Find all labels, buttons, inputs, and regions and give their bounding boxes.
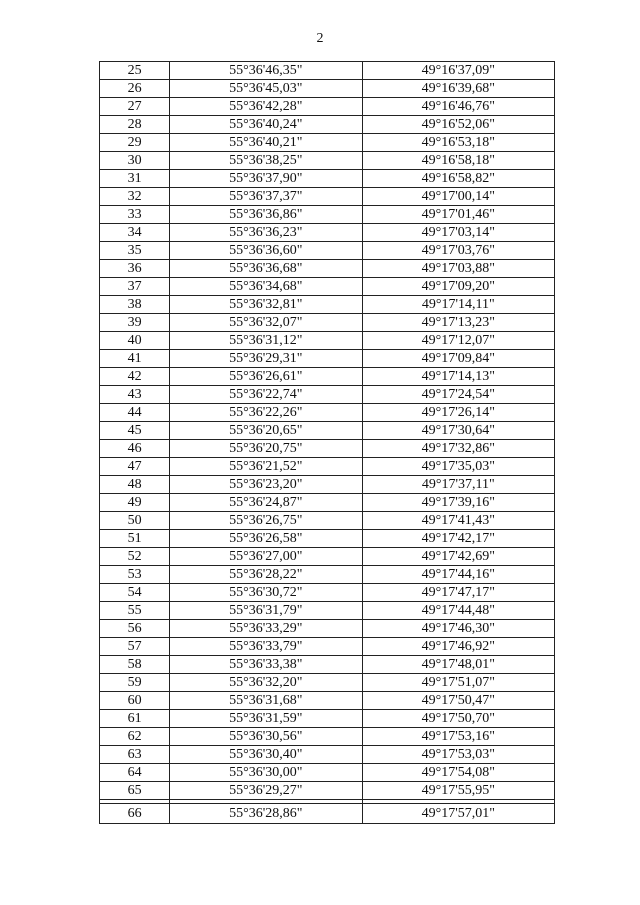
longitude-cell: 49°17'51,07" — [362, 674, 554, 692]
latitude-cell: 55°36'38,25" — [170, 152, 362, 170]
table-row — [100, 656, 555, 674]
longitude-cell: 49°17'24,54" — [362, 386, 554, 404]
latitude-cell: 55°36'22,74" — [170, 386, 362, 404]
longitude-cell: 49°17'47,17" — [362, 584, 554, 602]
latitude-cell: 55°36'36,23" — [170, 224, 362, 242]
longitude-cell: 49°17'50,47" — [362, 692, 554, 710]
table-row — [100, 494, 555, 512]
latitude-cell: 55°36'29,31" — [170, 350, 362, 368]
latitude-cell: 55°36'27,00" — [170, 548, 362, 566]
point-number-cell: 29 — [100, 134, 170, 152]
table-row — [100, 386, 555, 404]
longitude-cell: 49°17'39,16" — [362, 494, 554, 512]
point-number-cell: 43 — [100, 386, 170, 404]
latitude-cell: 55°36'32,07" — [170, 314, 362, 332]
longitude-cell: 49°16'58,18" — [362, 152, 554, 170]
longitude-cell: 49°17'32,86" — [362, 440, 554, 458]
longitude-cell: 49°16'37,09" — [362, 62, 554, 80]
longitude-cell: 49°17'46,92" — [362, 638, 554, 656]
coordinates-table-body — [100, 62, 555, 824]
longitude-cell: 49°17'41,43" — [362, 512, 554, 530]
latitude-cell: 55°36'37,37" — [170, 188, 362, 206]
latitude-cell: 55°36'23,20" — [170, 476, 362, 494]
table-row — [100, 458, 555, 476]
point-number-cell: 66 — [100, 804, 170, 824]
point-number-cell: 56 — [100, 620, 170, 638]
table-row — [100, 188, 555, 206]
longitude-cell: 49°17'35,03" — [362, 458, 554, 476]
point-number-cell: 25 — [100, 62, 170, 80]
table-row — [100, 638, 555, 656]
point-number-cell: 38 — [100, 296, 170, 314]
longitude-cell: 49°17'30,64" — [362, 422, 554, 440]
latitude-cell: 55°36'33,79" — [170, 638, 362, 656]
point-number-cell: 59 — [100, 674, 170, 692]
table-row — [100, 206, 555, 224]
latitude-cell: 55°36'20,65" — [170, 422, 362, 440]
latitude-cell: 55°36'40,21" — [170, 134, 362, 152]
longitude-cell: 49°17'42,17" — [362, 530, 554, 548]
page-number: 2 — [316, 31, 324, 46]
latitude-cell: 55°36'26,58" — [170, 530, 362, 548]
latitude-cell: 55°36'30,40" — [170, 746, 362, 764]
longitude-cell: 49°17'44,16" — [362, 566, 554, 584]
longitude-cell: 49°17'42,69" — [362, 548, 554, 566]
point-number-cell: 31 — [100, 170, 170, 188]
point-number-cell: 32 — [100, 188, 170, 206]
point-number-cell: 37 — [100, 278, 170, 296]
table-row — [100, 584, 555, 602]
latitude-cell: 55°36'42,28" — [170, 98, 362, 116]
longitude-cell: 49°17'46,30" — [362, 620, 554, 638]
point-number-cell: 35 — [100, 242, 170, 260]
longitude-cell: 49°17'54,08" — [362, 764, 554, 782]
point-number-cell: 26 — [100, 80, 170, 98]
latitude-cell: 55°36'21,52" — [170, 458, 362, 476]
table-row — [100, 224, 555, 242]
point-number-cell: 54 — [100, 584, 170, 602]
table-row — [100, 422, 555, 440]
longitude-cell: 49°17'26,14" — [362, 404, 554, 422]
table-row — [100, 332, 555, 350]
table-row — [100, 710, 555, 728]
latitude-cell: 55°36'37,90" — [170, 170, 362, 188]
table-row — [100, 404, 555, 422]
latitude-cell: 55°36'26,61" — [170, 368, 362, 386]
longitude-cell: 49°17'14,13" — [362, 368, 554, 386]
latitude-cell: 55°36'24,87" — [170, 494, 362, 512]
longitude-cell: 49°17'12,07" — [362, 332, 554, 350]
latitude-cell: 55°36'36,60" — [170, 242, 362, 260]
table-row — [100, 98, 555, 116]
table-row — [100, 566, 555, 584]
point-number-cell: 51 — [100, 530, 170, 548]
latitude-cell: 55°36'20,75" — [170, 440, 362, 458]
point-number-cell: 28 — [100, 116, 170, 134]
longitude-cell: 49°17'14,11" — [362, 296, 554, 314]
point-number-cell: 53 — [100, 566, 170, 584]
point-number-cell: 64 — [100, 764, 170, 782]
point-number-cell: 41 — [100, 350, 170, 368]
latitude-cell: 55°36'31,12" — [170, 332, 362, 350]
longitude-cell: 49°17'09,84" — [362, 350, 554, 368]
point-number-cell: 63 — [100, 746, 170, 764]
table-row — [100, 350, 555, 368]
point-number-cell: 49 — [100, 494, 170, 512]
latitude-cell: 55°36'33,38" — [170, 656, 362, 674]
latitude-cell: 55°36'26,75" — [170, 512, 362, 530]
point-number-cell: 40 — [100, 332, 170, 350]
table-row — [100, 440, 555, 458]
point-number-cell: 62 — [100, 728, 170, 746]
table-row — [100, 512, 555, 530]
table-row — [100, 674, 555, 692]
longitude-cell: 49°17'57,01" — [362, 804, 554, 824]
latitude-cell: 55°36'32,20" — [170, 674, 362, 692]
latitude-cell: 55°36'36,86" — [170, 206, 362, 224]
table-row — [100, 782, 555, 800]
longitude-cell: 49°17'55,95" — [362, 782, 554, 800]
longitude-cell: 49°17'01,46" — [362, 206, 554, 224]
table-row — [100, 620, 555, 638]
table-row — [100, 314, 555, 332]
latitude-cell: 55°36'28,86" — [170, 804, 362, 824]
longitude-cell: 49°17'50,70" — [362, 710, 554, 728]
table-row — [100, 260, 555, 278]
latitude-cell: 55°36'36,68" — [170, 260, 362, 278]
coordinates-table — [99, 61, 555, 824]
table-row — [100, 278, 555, 296]
table-row — [100, 80, 555, 98]
point-number-cell: 33 — [100, 206, 170, 224]
latitude-cell: 55°36'40,24" — [170, 116, 362, 134]
longitude-cell: 49°16'39,68" — [362, 80, 554, 98]
table-row — [100, 476, 555, 494]
point-number-cell: 46 — [100, 440, 170, 458]
point-number-cell: 60 — [100, 692, 170, 710]
table-row — [100, 602, 555, 620]
table-row — [100, 242, 555, 260]
latitude-cell: 55°36'30,56" — [170, 728, 362, 746]
point-number-cell: 44 — [100, 404, 170, 422]
longitude-cell: 49°17'48,01" — [362, 656, 554, 674]
point-number-cell: 55 — [100, 602, 170, 620]
longitude-cell: 49°17'09,20" — [362, 278, 554, 296]
longitude-cell: 49°17'37,11" — [362, 476, 554, 494]
point-number-cell: 27 — [100, 98, 170, 116]
latitude-cell: 55°36'29,27" — [170, 782, 362, 800]
table-row — [100, 368, 555, 386]
point-number-cell: 58 — [100, 656, 170, 674]
point-number-cell: 30 — [100, 152, 170, 170]
point-number-cell: 47 — [100, 458, 170, 476]
latitude-cell: 55°36'30,72" — [170, 584, 362, 602]
longitude-cell: 49°17'00,14" — [362, 188, 554, 206]
table-row — [100, 804, 555, 824]
point-number-cell: 65 — [100, 782, 170, 800]
point-number-cell: 61 — [100, 710, 170, 728]
longitude-cell: 49°17'03,14" — [362, 224, 554, 242]
latitude-cell: 55°36'32,81" — [170, 296, 362, 314]
latitude-cell: 55°36'30,00" — [170, 764, 362, 782]
latitude-cell: 55°36'31,59" — [170, 710, 362, 728]
table-row — [100, 170, 555, 188]
longitude-cell: 49°17'53,16" — [362, 728, 554, 746]
longitude-cell: 49°17'53,03" — [362, 746, 554, 764]
table-row — [100, 116, 555, 134]
point-number-cell: 39 — [100, 314, 170, 332]
point-number-cell: 57 — [100, 638, 170, 656]
longitude-cell: 49°16'53,18" — [362, 134, 554, 152]
longitude-cell: 49°16'52,06" — [362, 116, 554, 134]
longitude-cell: 49°17'44,48" — [362, 602, 554, 620]
latitude-cell: 55°36'31,68" — [170, 692, 362, 710]
latitude-cell: 55°36'22,26" — [170, 404, 362, 422]
table-row — [100, 296, 555, 314]
longitude-cell: 49°16'46,76" — [362, 98, 554, 116]
latitude-cell: 55°36'46,35" — [170, 62, 362, 80]
table-row — [100, 764, 555, 782]
longitude-cell: 49°17'03,76" — [362, 242, 554, 260]
latitude-cell: 55°36'31,79" — [170, 602, 362, 620]
point-number-cell: 34 — [100, 224, 170, 242]
table-row — [100, 746, 555, 764]
table-row — [100, 548, 555, 566]
table-row — [100, 530, 555, 548]
latitude-cell: 55°36'28,22" — [170, 566, 362, 584]
longitude-cell: 49°16'58,82" — [362, 170, 554, 188]
table-row — [100, 152, 555, 170]
point-number-cell: 52 — [100, 548, 170, 566]
point-number-cell: 50 — [100, 512, 170, 530]
table-row — [100, 728, 555, 746]
latitude-cell: 55°36'33,29" — [170, 620, 362, 638]
latitude-cell: 55°36'34,68" — [170, 278, 362, 296]
point-number-cell: 42 — [100, 368, 170, 386]
table-row — [100, 62, 555, 80]
latitude-cell: 55°36'45,03" — [170, 80, 362, 98]
point-number-cell: 45 — [100, 422, 170, 440]
point-number-cell: 36 — [100, 260, 170, 278]
table-row — [100, 692, 555, 710]
table-row — [100, 134, 555, 152]
point-number-cell: 48 — [100, 476, 170, 494]
longitude-cell: 49°17'03,88" — [362, 260, 554, 278]
longitude-cell: 49°17'13,23" — [362, 314, 554, 332]
